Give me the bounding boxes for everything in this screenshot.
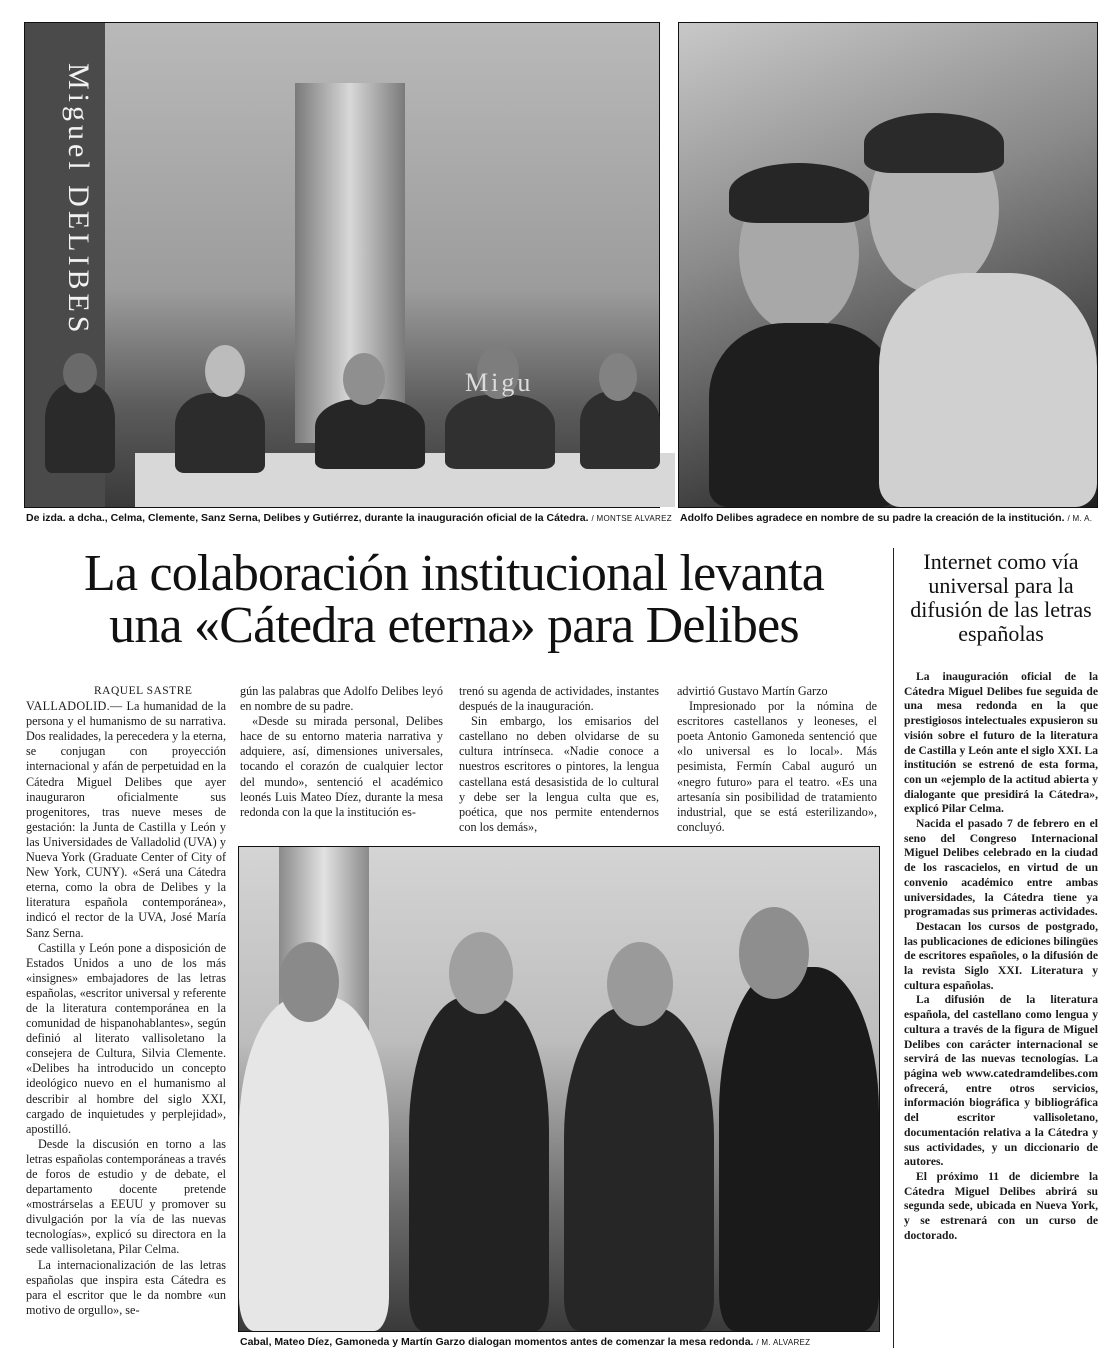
photo-adolfo-delibes	[678, 22, 1098, 508]
article-column-4: advirtió Gustavo Martín Garzo Impresionado por la nómina de escritores castellanos y leoneses, el poeta Antonio Gamoneda sentenció que «lo universal es lo local». Más pesimista, Fermín Cabal auguró un «negro futuro» para el teatro. «Es una artesanía sin posibilidad de tratamiento industrial, que se está esterilizando», concluyó.	[677, 684, 877, 834]
article-headline: La colaboración institucional levanta una «Cátedra eterna» para Delibes	[84, 545, 824, 654]
photo-round-table-caption: Cabal, Mateo Díez, Gamoneda y Martín Garzo dialogan momentos antes de comenzar la mesa redonda. / M. ALVAREZ	[240, 1336, 811, 1348]
photo-round-table	[238, 846, 880, 1332]
sidebar-body: La inauguración oficial de la Cátedra Miguel Delibes fue seguida de una mesa redonda en la que prestigiosos intelectuales expusieron su visión sobre el futuro de la literatura de Castilla y León ante el siglo XXI. La institución se estrenó de esta forma, con un «ejemplo de la actitud abierta y dialogante que presidirá la Cátedra», explicó Pilar Celma. Nacida el pasado 7 de febrero en el seno del Congreso Internacional Miguel Delibes celebrado en la ciudad de los rascacielos, en virtud de un convenio académico entre ambas universidades, la Cátedra tiene ya programadas sus primeras actividades. Destacan los cursos de postgrado, las publicaciones de ediciones bilingües de escritores españoles, o la difusión de la revista Siglo XXI. Literatura y cultura españolas. La difusión de la literatura española, del castellano como lengua y cultura a través de la figura de Miguel Delibes con carácter internacional se servirá de las nuevas tecnologías. La página web www.catedramdelibes.com ofrecerá, entre otros servicios, información biográfica y bibliográfica del escritor vallisoletano, documentación relativa a la Cátedra y sus actividades, y un diccionario de autores. El próximo 11 de diciembre la Cátedra Miguel Delibes abrirá su segunda sede, ubicada en Nueva York, y se estrenará con un curso de doctorado.	[904, 670, 1098, 1242]
sidebar-divider	[893, 548, 894, 1348]
article-column-3: trenó su agenda de actividades, instantes después de la inauguración. Sin embargo, los emisarios del castellano no deben olvidarse de su cultura intrínseca. «Nadie conoce a nuestros escritores o pintores, la lengua castellana está desasistida de lo cultural y debe ser la lengua culta que es, poética, que nos permite entendernos con los demás»,	[459, 684, 659, 834]
byline: RAQUEL SASTRE	[94, 685, 193, 697]
photo-inauguration-caption: De izda. a dcha., Celma, Clemente, Sanz Serna, Delibes y Gutiérrez, durante la inauguración oficial de la Cátedra. / MONTSE ALVAREZ	[26, 512, 672, 524]
miguel-delibes-sign: Miguel DELIBES	[62, 63, 95, 337]
article-column-1: RAQUEL SASTRE VALLADOLID.— La humanidad de la persona y el humanismo de su narrativa. Dos realidades, la perecedera y la eterna, se conjugan con proyección internacional y afán de perpetuidad en la Cátedra Miguel Delibes que ayer inauguraron oficialmente sus progenitores, tras nueve meses de gestación: la Junta de Castilla y León y las Universidades de Valladolid (UVA) y Nueva York (Graduate Center of City of New York, CUNY). «Será una Cátedra eterna, como la obra de Delibes y la literatura española contemporánea», indicó el rector de la UVA, José María Sanz Serna. Castilla y León pone a disposición de Estados Unidos a uno de los más «insignes» embajadores de las letras españolas, «escritor universal y referente de la literatura contemporánea en la comunidad de hispanohablantes», según definió al literato vallisoletano la consejera de Cultura, Silvia Clemente. «Delibes ha introducido un concepto ideológico nuevo en el humanismo al describir al hombre del siglo XXI, cargado de inquietudes y perplejidad», apostilló. Desde la discusión en torno a las letras españolas contemporáneas a través de foros de estudio y de debate, el departamento docente pretende «mostrárselas a EEUU y promover su divulgación por la vía de las nuevas tecnologías», explicó su directora en la sede vallisoletana, Pilar Celma. La internacionalización de las letras españolas que inspira esta Cátedra es para el escritor que le da nombre «un motivo de orgullo», se-	[26, 685, 227, 1317]
photo-inauguration: Migu Miguel DELIBES	[24, 22, 660, 508]
article-column-2: gún las palabras que Adolfo Delibes leyó en nombre de su padre. «Desde su mirada personal, Delibes hace de su entorno materia narrativa y adquiere, así, dimensiones universales, tocando el corazón de cualquier lector del mundo», sentenció el académico leonés Luis Mateo Díez, durante la mesa redonda con la que la institución es-	[240, 684, 443, 819]
sidebar-headline: Internet como vía universal para la difusión de las letras españolas	[910, 549, 1092, 646]
photo-adolfo-delibes-caption: Adolfo Delibes agradece en nombre de su padre la creación de la institución. / M. A.	[680, 512, 1093, 524]
dateline: VALLADOLID.—	[26, 699, 123, 714]
